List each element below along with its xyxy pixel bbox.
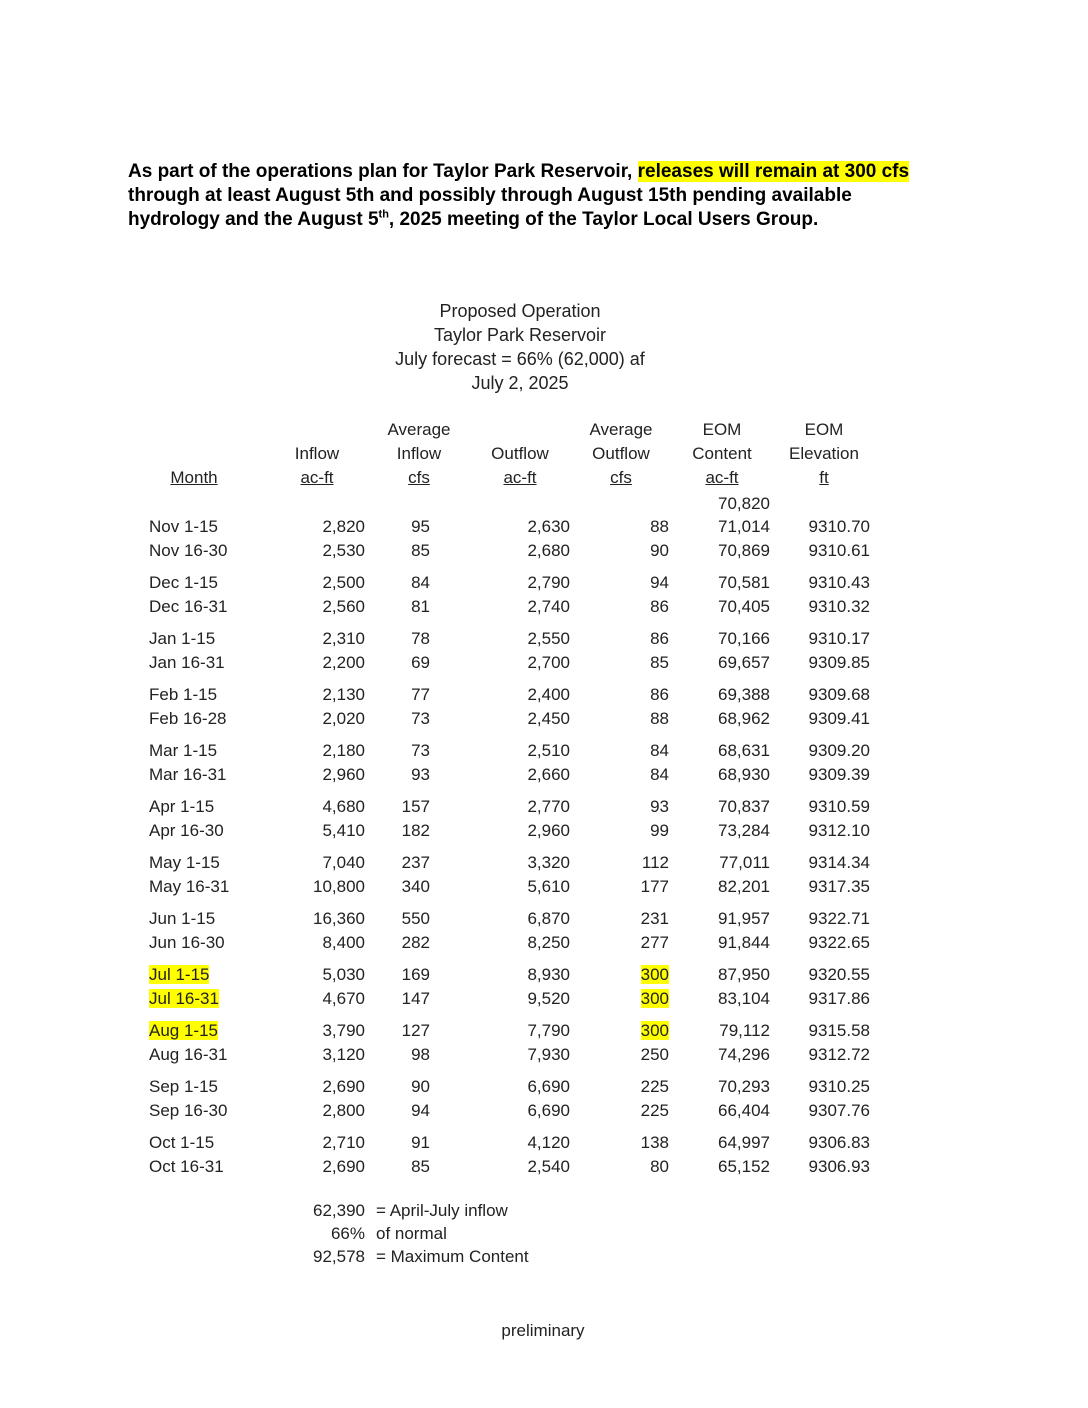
cell-month: Mar 1-15: [149, 741, 218, 760]
header-eom-content-line-1: EOM: [702, 420, 742, 439]
title-line-3: July forecast = 66% (62,000) af: [395, 349, 645, 369]
cell-inflow: 2,200: [322, 653, 365, 672]
cell-elev: 9312.10: [808, 821, 870, 840]
cell-avg-out: 93: [650, 797, 669, 816]
cell-outflow: 2,540: [527, 1157, 570, 1176]
summary-value-2: 66%: [330, 1224, 365, 1243]
cell-inflow: 2,800: [322, 1101, 365, 1120]
cell-month: Aug 16-31: [149, 1045, 228, 1064]
cell-avg-out: 88: [650, 709, 669, 728]
cell-elev: 9309.68: [808, 685, 870, 704]
cell-elev: 9309.85: [808, 653, 870, 672]
cell-elev: 9310.32: [808, 597, 870, 616]
cell-month: Jan 1-15: [149, 629, 216, 648]
cell-month: Jul 1-15: [149, 965, 210, 984]
cell-inflow: 2,020: [322, 709, 365, 728]
intro-text-1: As part of the operations plan for Taylor Park Reservoir,: [128, 161, 638, 182]
cell-inflow: 2,560: [322, 597, 365, 616]
cell-content: 73,284: [718, 821, 770, 840]
cell-content: 70,869: [718, 541, 770, 560]
cell-avg-in: 127: [401, 1021, 430, 1040]
cell-avg-out: 94: [650, 573, 669, 592]
cell-month: May 16-31: [149, 877, 230, 896]
cell-elev: 9309.20: [808, 741, 870, 760]
cell-content: 83,104: [718, 989, 770, 1008]
footer-preliminary: preliminary: [501, 1321, 585, 1340]
intro-text-3: , 2025 meeting of the Taylor Local Users Group.: [388, 209, 819, 230]
cell-month: Mar 16-31: [149, 765, 227, 784]
cell-avg-in: 93: [411, 765, 430, 784]
cell-elev: 9306.83: [808, 1133, 870, 1152]
cell-outflow: 8,250: [527, 933, 570, 952]
cell-outflow: 2,450: [527, 709, 570, 728]
header-outflow-line-1: Outflow: [491, 444, 549, 463]
cell-content: 70,405: [718, 597, 770, 616]
intro-highlight: releases will remain at 300 cfs: [637, 161, 910, 182]
cell-inflow: 2,310: [322, 629, 365, 648]
cell-elev: 9310.43: [808, 573, 870, 592]
initial-content: 70,820: [718, 494, 770, 513]
cell-avg-in: 94: [411, 1101, 430, 1120]
cell-avg-out: 138: [640, 1133, 669, 1152]
cell-elev: 9310.61: [808, 541, 870, 560]
cell-content: 71,014: [718, 517, 770, 536]
cell-avg-out: 300: [640, 989, 669, 1008]
cell-outflow: 2,790: [527, 573, 570, 592]
cell-elev: 9317.86: [808, 989, 870, 1008]
cell-month: Feb 1-15: [149, 685, 218, 704]
cell-elev: 9320.55: [808, 965, 870, 984]
cell-inflow: 2,820: [322, 517, 365, 536]
cell-content: 70,166: [718, 629, 770, 648]
cell-outflow: 5,610: [527, 877, 570, 896]
summary-label-3: = Maximum Content: [376, 1247, 529, 1266]
header-avg-inflow-line-3: cfs: [408, 468, 430, 487]
table-titles: [320, 299, 720, 395]
cell-elev: 9322.65: [808, 933, 870, 952]
cell-avg-out: 177: [640, 877, 669, 896]
cell-inflow: 3,790: [322, 1021, 365, 1040]
cell-avg-out: 80: [650, 1157, 669, 1176]
cell-inflow: 2,500: [322, 573, 365, 592]
cell-month: Sep 16-30: [149, 1101, 228, 1120]
cell-outflow: 6,690: [527, 1077, 570, 1096]
cell-content: 69,388: [718, 685, 770, 704]
cell-avg-out: 112: [641, 853, 669, 872]
cell-content: 70,837: [718, 797, 770, 816]
header-eom-elev-line-3: ft: [819, 468, 829, 487]
header-eom-content-line-2: Content: [692, 444, 752, 463]
cell-inflow: 2,130: [322, 685, 365, 704]
cell-inflow: 16,360: [313, 909, 365, 928]
cell-inflow: 2,690: [322, 1157, 365, 1176]
cell-avg-in: 77: [411, 685, 430, 704]
cell-inflow: 4,670: [322, 989, 365, 1008]
cell-avg-out: 300: [640, 1021, 669, 1040]
cell-content: 66,404: [718, 1101, 770, 1120]
cell-month: Feb 16-28: [149, 709, 227, 728]
header-avg-inflow-line-1: Average: [387, 420, 451, 439]
cell-month: May 1-15: [149, 853, 220, 872]
cell-content: 77,011: [719, 853, 770, 872]
cell-avg-in: 85: [411, 1157, 430, 1176]
header-outflow-line-2: ac-ft: [503, 468, 537, 487]
cell-outflow: 2,630: [527, 517, 570, 536]
header-avg-outflow-line-1: Average: [589, 420, 653, 439]
cell-elev: 9314.34: [808, 853, 870, 872]
cell-content: 70,581: [718, 573, 770, 592]
cell-inflow: 10,800: [313, 877, 365, 896]
cell-avg-in: 550: [401, 909, 430, 928]
cell-elev: 9310.17: [808, 629, 870, 648]
cell-outflow: 3,320: [527, 853, 570, 872]
cell-outflow: 7,930: [527, 1045, 570, 1064]
cell-month: Aug 1-15: [149, 1021, 218, 1040]
summary-value-1: 62,390: [313, 1201, 365, 1220]
cell-avg-out: 300: [640, 965, 669, 984]
cell-outflow: 2,960: [527, 821, 570, 840]
cell-content: 82,201: [718, 877, 770, 896]
header-avg-outflow-line-3: cfs: [610, 468, 632, 487]
cell-outflow: 4,120: [527, 1133, 570, 1152]
header-month-line-1: Month: [170, 468, 218, 487]
cell-elev: 9309.39: [808, 765, 870, 784]
cell-month: Jan 16-31: [149, 653, 225, 672]
cell-avg-in: 73: [411, 741, 430, 760]
cell-month: Oct 1-15: [149, 1133, 215, 1152]
title-line-2: Taylor Park Reservoir: [433, 325, 607, 345]
cell-avg-out: 84: [650, 741, 669, 760]
header-eom-content-line-3: ac-ft: [705, 468, 739, 487]
cell-month: Jun 1-15: [149, 909, 216, 928]
cell-elev: 9310.59: [808, 797, 870, 816]
cell-outflow: 2,550: [527, 629, 570, 648]
cell-avg-in: 91: [411, 1133, 430, 1152]
cell-elev: 9317.35: [808, 877, 870, 896]
cell-outflow: 2,770: [527, 797, 570, 816]
cell-outflow: 7,790: [527, 1021, 570, 1040]
cell-outflow: 8,930: [527, 965, 570, 984]
cell-avg-out: 88: [650, 517, 669, 536]
cell-content: 68,631: [718, 741, 770, 760]
cell-avg-in: 147: [401, 989, 430, 1008]
summary-value-3: 92,578: [313, 1247, 365, 1266]
header-avg-outflow-line-2: Outflow: [592, 444, 650, 463]
header-inflow-line-1: Inflow: [294, 444, 340, 463]
cell-avg-out: 86: [650, 629, 669, 648]
cell-inflow: 2,690: [322, 1077, 365, 1096]
cell-month: Jul 16-31: [149, 989, 219, 1008]
cell-avg-out: 85: [650, 653, 669, 672]
cell-month: Sep 1-15: [149, 1077, 218, 1096]
cell-avg-in: 69: [411, 653, 430, 672]
cell-avg-in: 85: [411, 541, 430, 560]
cell-avg-out: 277: [640, 933, 669, 952]
cell-avg-in: 282: [401, 933, 430, 952]
cell-elev: 9315.58: [808, 1021, 870, 1040]
cell-avg-out: 86: [650, 597, 669, 616]
cell-avg-out: 225: [640, 1077, 669, 1096]
cell-content: 68,930: [718, 765, 770, 784]
cell-content: 91,957: [718, 909, 770, 928]
title-line-4: July 2, 2025: [471, 373, 569, 393]
cell-inflow: 5,410: [322, 821, 365, 840]
cell-content: 87,950: [718, 965, 770, 984]
cell-content: 69,657: [718, 653, 770, 672]
header-inflow-line-2: ac-ft: [300, 468, 334, 487]
cell-elev: 9306.93: [808, 1157, 870, 1176]
header-avg-inflow-line-2: Inflow: [396, 444, 442, 463]
cell-inflow: 2,710: [322, 1133, 365, 1152]
cell-avg-out: 225: [640, 1101, 669, 1120]
cell-avg-in: 169: [401, 965, 430, 984]
cell-outflow: 2,680: [527, 541, 570, 560]
summary-label-2: of normal: [376, 1224, 447, 1243]
cell-avg-in: 90: [411, 1077, 430, 1096]
cell-outflow: 2,510: [527, 741, 570, 760]
cell-avg-out: 250: [640, 1045, 669, 1064]
cell-avg-in: 81: [411, 597, 430, 616]
cell-inflow: 3,120: [322, 1045, 365, 1064]
cell-month: Apr 1-15: [149, 797, 215, 816]
cell-elev: 9309.41: [808, 709, 870, 728]
cell-inflow: 2,180: [322, 741, 365, 760]
header-eom-elev-line-2: Elevation: [789, 444, 859, 463]
cell-content: 65,152: [718, 1157, 770, 1176]
cell-month: Nov 1-15: [149, 517, 218, 536]
cell-outflow: 9,520: [527, 989, 570, 1008]
intro-superscript: th: [378, 208, 389, 221]
cell-inflow: 4,680: [322, 797, 365, 816]
cell-avg-out: 84: [650, 765, 669, 784]
cell-outflow: 2,660: [527, 765, 570, 784]
intro-text-2: through at least August 5th and possibly through August 15th pending available hydrology and the August 5: [128, 185, 852, 230]
cell-elev: 9307.76: [808, 1101, 870, 1120]
cell-content: 70,293: [718, 1077, 770, 1096]
cell-content: 74,296: [718, 1045, 770, 1064]
cell-avg-out: 99: [650, 821, 669, 840]
cell-content: 68,962: [718, 709, 770, 728]
cell-month: Apr 16-30: [149, 821, 224, 840]
cell-inflow: 2,960: [322, 765, 365, 784]
cell-month: Dec 16-31: [149, 597, 228, 616]
cell-inflow: 2,530: [322, 541, 365, 560]
cell-month: Jun 16-30: [149, 933, 225, 952]
title-line-1: Proposed Operation: [439, 301, 601, 321]
cell-avg-in: 78: [411, 629, 430, 648]
cell-avg-in: 84: [411, 573, 430, 592]
cell-content: 91,844: [718, 933, 770, 952]
cell-elev: 9310.70: [808, 517, 870, 536]
cell-month: Nov 16-30: [149, 541, 228, 560]
cell-content: 79,112: [719, 1021, 770, 1040]
cell-elev: 9322.71: [808, 909, 870, 928]
cell-outflow: 6,870: [527, 909, 570, 928]
cell-avg-in: 73: [411, 709, 430, 728]
cell-month: Dec 1-15: [149, 573, 218, 592]
cell-avg-in: 182: [401, 821, 430, 840]
cell-inflow: 7,040: [322, 853, 365, 872]
cell-avg-in: 157: [401, 797, 430, 816]
cell-inflow: 5,030: [322, 965, 365, 984]
intro-paragraph: [128, 160, 928, 232]
cell-avg-out: 90: [650, 541, 669, 560]
cell-avg-out: 86: [650, 685, 669, 704]
header-eom-elev-line-1: EOM: [804, 420, 844, 439]
cell-outflow: 6,690: [527, 1101, 570, 1120]
cell-avg-out: 231: [640, 909, 669, 928]
summary-label-1: = April-July inflow: [376, 1201, 508, 1220]
cell-elev: 9312.72: [808, 1045, 870, 1064]
cell-avg-in: 95: [411, 517, 430, 536]
cell-content: 64,997: [718, 1133, 770, 1152]
cell-outflow: 2,700: [527, 653, 570, 672]
cell-avg-in: 237: [401, 853, 430, 872]
cell-avg-in: 340: [401, 877, 430, 896]
cell-inflow: 8,400: [322, 933, 365, 952]
cell-outflow: 2,740: [527, 597, 570, 616]
cell-avg-in: 98: [411, 1045, 430, 1064]
cell-elev: 9310.25: [808, 1077, 870, 1096]
cell-outflow: 2,400: [527, 685, 570, 704]
cell-month: Oct 16-31: [149, 1157, 224, 1176]
